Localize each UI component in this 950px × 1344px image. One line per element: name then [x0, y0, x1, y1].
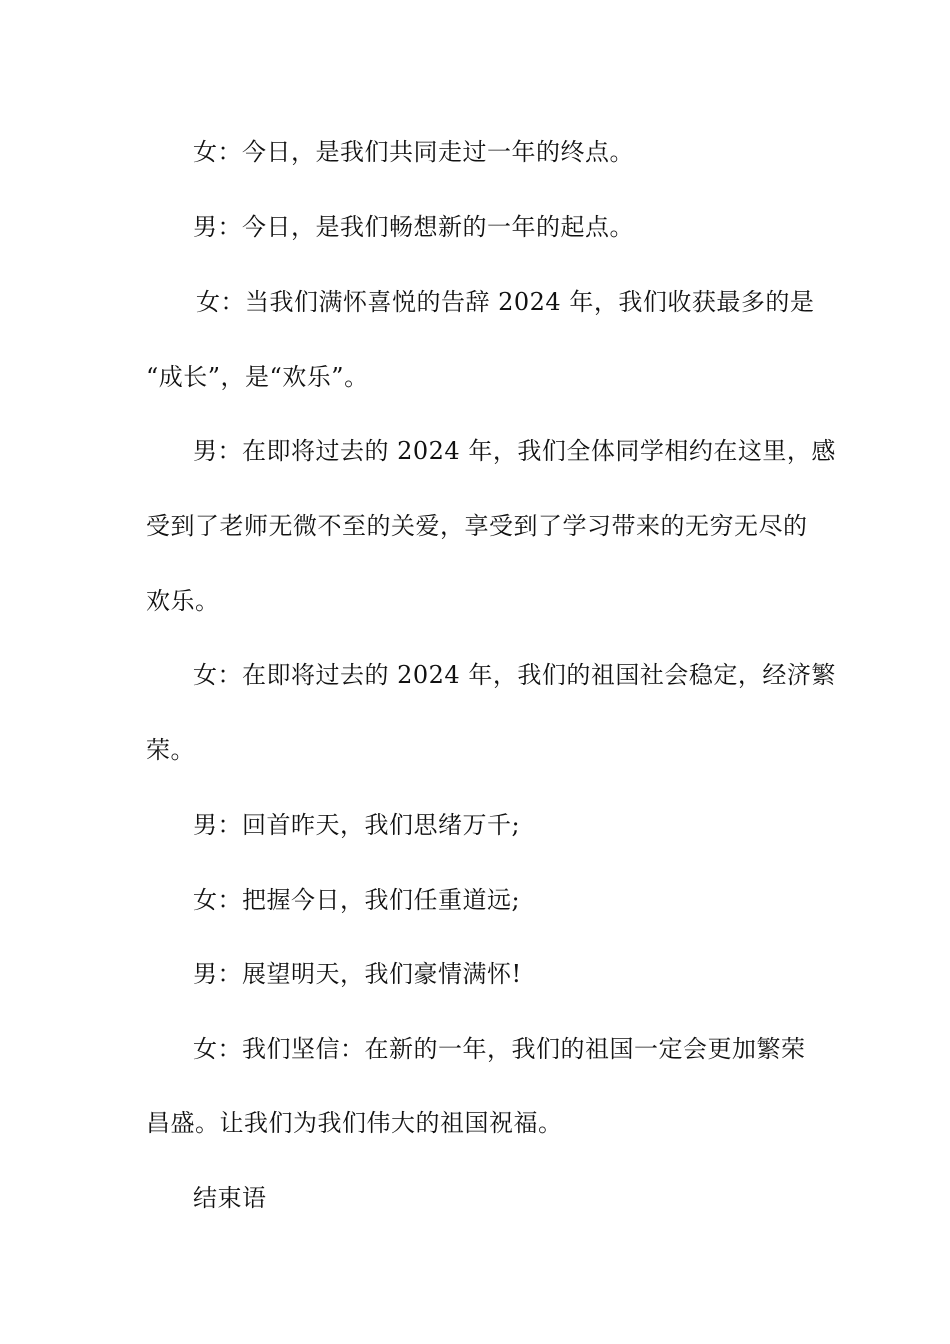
paragraph-line: 男：今日，是我们畅想新的一年的起点。: [193, 213, 634, 241]
paragraph-line: 女：今日，是我们共同走过一年的终点。: [193, 138, 634, 166]
paragraph-line: 欢乐。: [146, 587, 220, 615]
paragraph-line: 受到了老师无微不至的关爱，享受到了学习带来的无穷无尽的: [146, 512, 808, 540]
paragraph-line: 男：回首昨天，我们思绪万千;: [193, 811, 521, 839]
paragraph-line: “成长”，是“欢乐”。: [146, 363, 369, 391]
paragraph-line: 男：展望明天，我们豪情满怀!: [193, 960, 522, 988]
paragraph-line: 男：在即将过去的 2024 年，我们全体同学相约在这里，感: [193, 437, 836, 465]
paragraph-line: 女：我们坚信：在新的一年，我们的祖国一定会更加繁荣: [193, 1035, 806, 1063]
paragraph-line: 女：在即将过去的 2024 年，我们的祖国社会稳定，经济繁: [193, 661, 836, 689]
paragraph-line: 女：把握今日，我们任重道远;: [193, 886, 521, 914]
paragraph-line: 昌盛。让我们为我们伟大的祖国祝福。: [146, 1109, 563, 1137]
paragraph-line: 荣。: [146, 736, 195, 764]
paragraph-line: 女：当我们满怀喜悦的告辞 2024 年，我们收获最多的是: [196, 288, 815, 316]
section-heading: 结束语: [193, 1184, 267, 1212]
